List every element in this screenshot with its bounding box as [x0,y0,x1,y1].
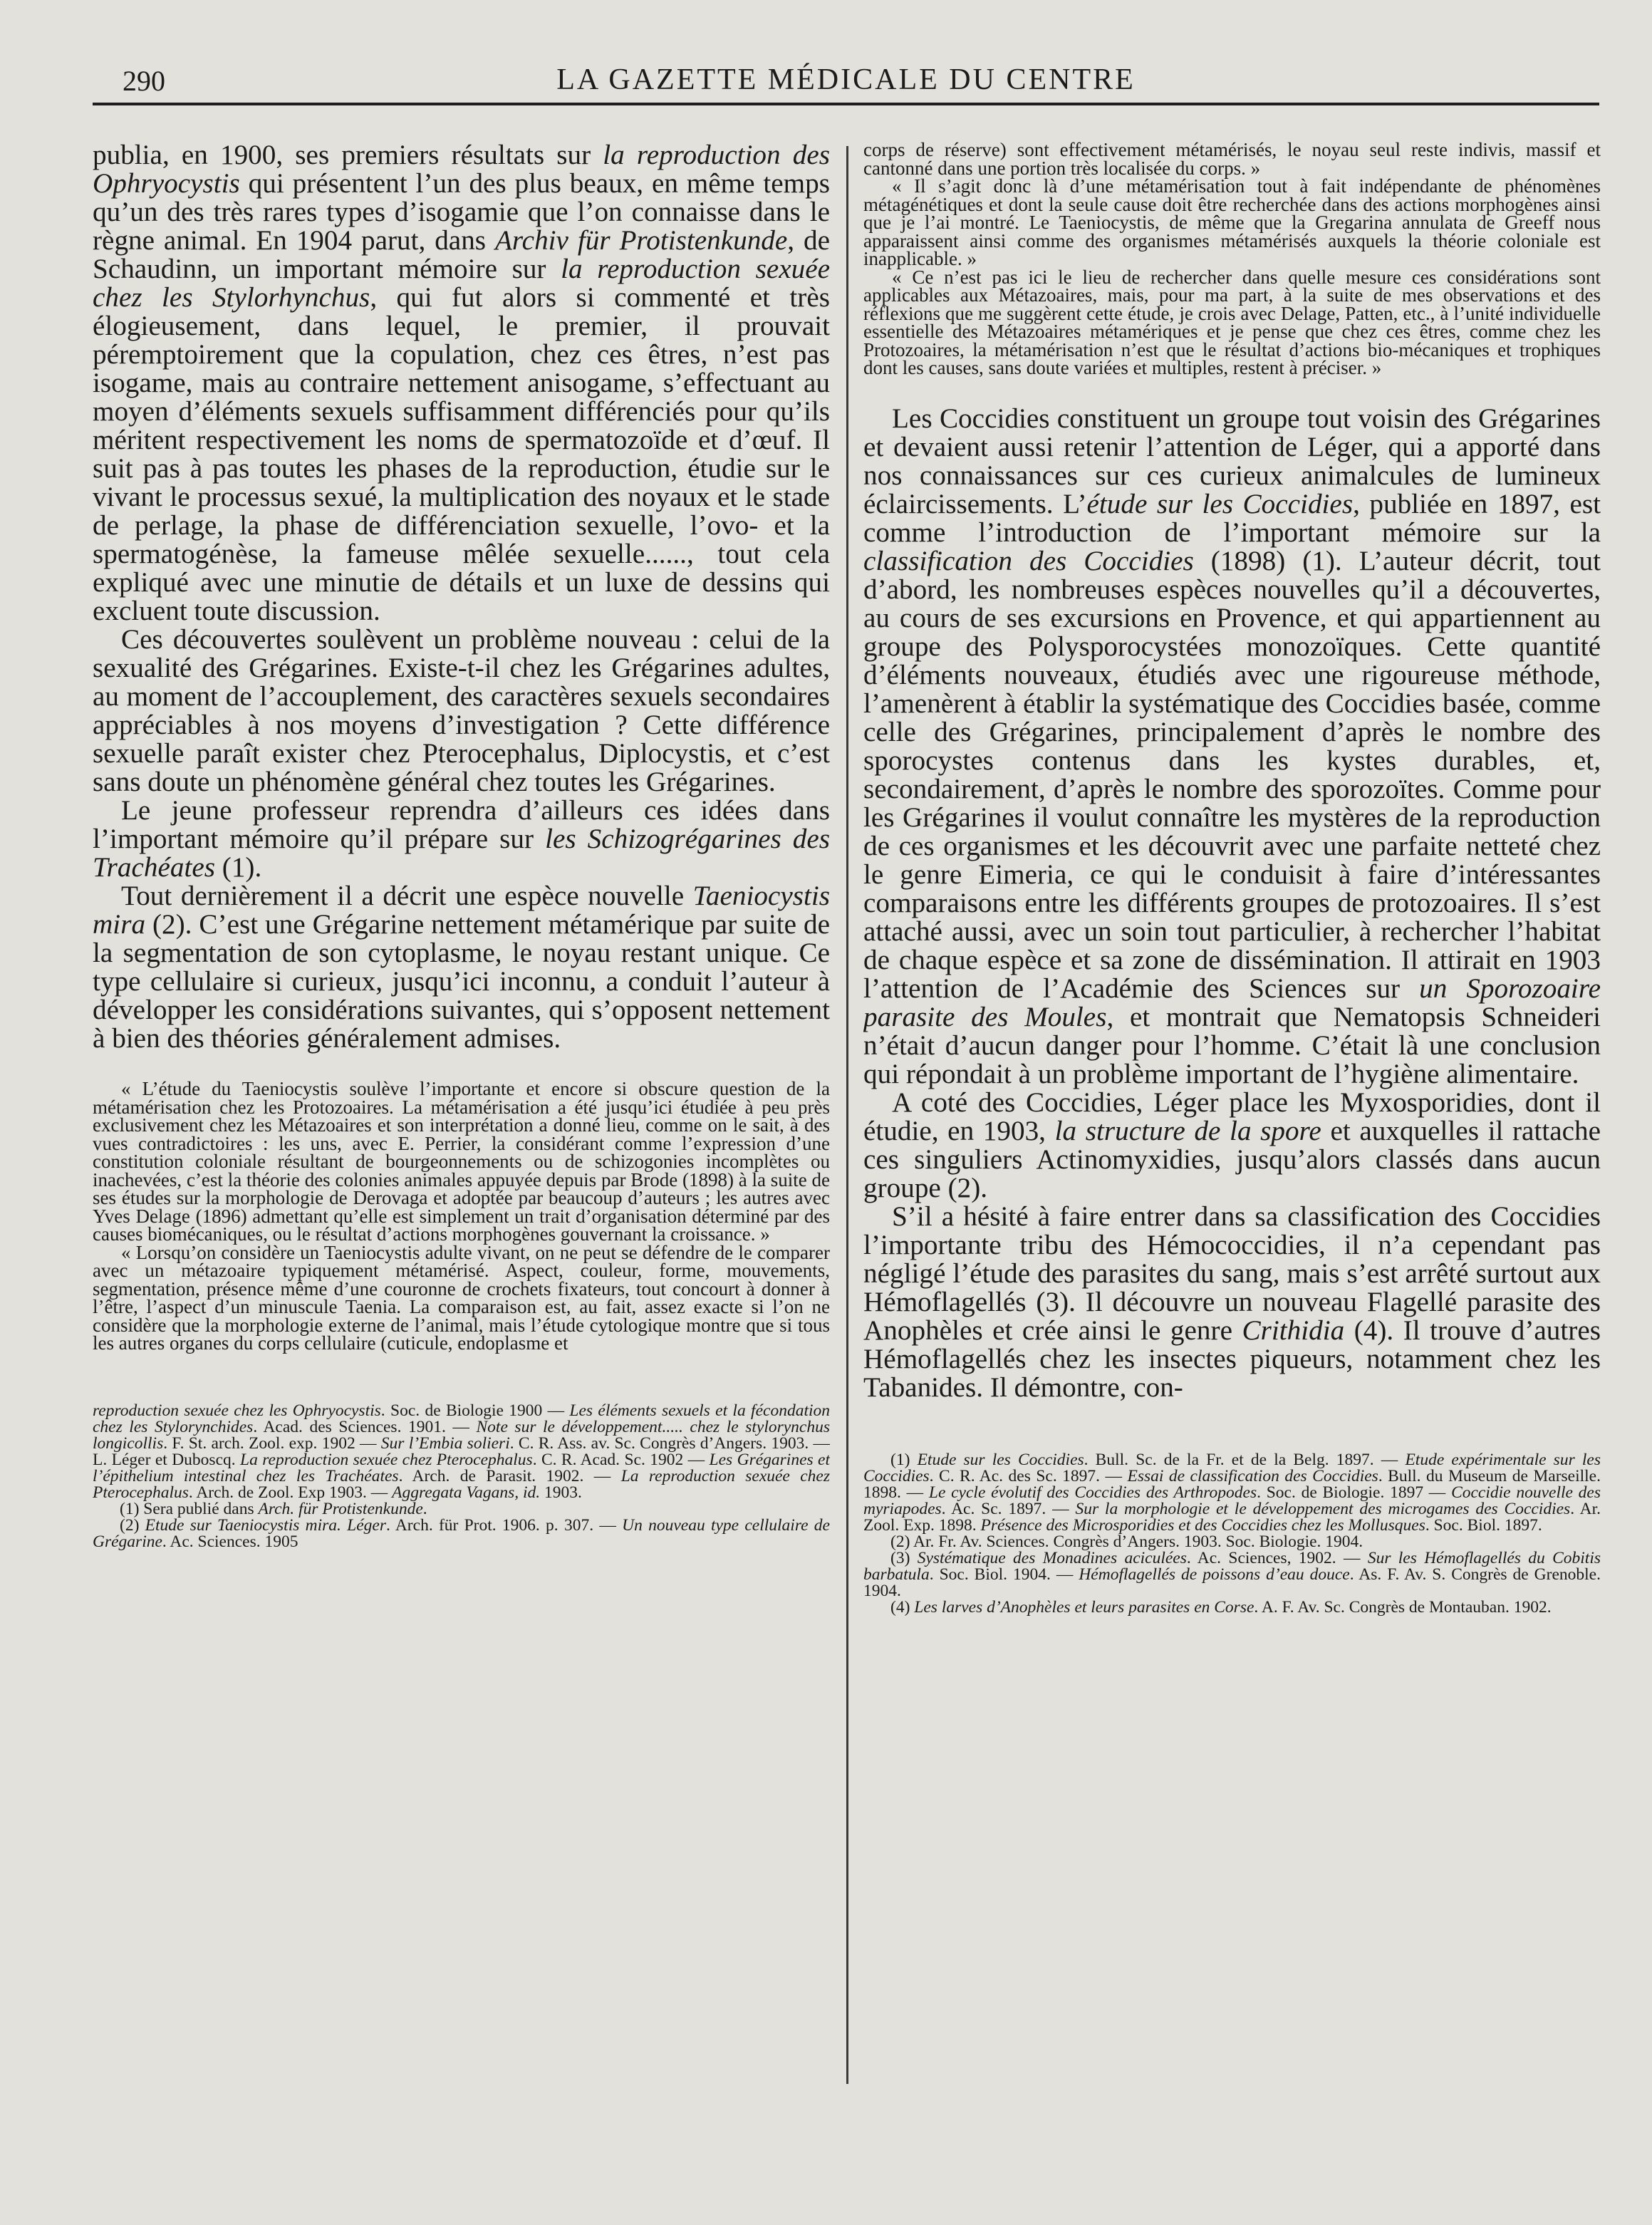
left-body-text [93,141,830,1053]
body-paragraph [93,141,830,626]
text-run: (4). Il trouve d’autres Hémoflagellés chez les insectes piqueurs, notamment chez les Tabanides. Il démontre, con- [863,1314,1601,1403]
italic-text-run: Présence des Microsporidies et des Coccidies chez les Mollusques [980,1515,1425,1535]
italic-text-run: Systématique des Monadines aciculées [917,1548,1187,1567]
text-run: Ces découvertes soulèvent un problème nouveau : celui de la sexualité des Grégarines. Existe-t-il chez les Grégarines adultes, au moment de l’accouplement, des caractères sexuels secondaires appréciables à nos moyens d’investigation ? Cette différence sexuelle paraît exister chez Pterocephalus, Diplocystis, et c’est sans doute un phénomène général chez toutes les Grégarines. [93,624,830,797]
text-run: Tout dernièrement il a décrit une espèce nouvelle [121,881,693,911]
italic-text-run: Etude sur Taeniocystis mira. Léger [145,1515,386,1535]
italic-text-run: Sur la morphologie et le développement des microgames des Coccidies [1075,1499,1571,1518]
body-paragraph [863,1086,1601,1203]
text-run: . Arch. de Zool. Exp 1903. — [188,1483,393,1502]
text-run: , de Schaudinn, un important mémoire sur [93,225,830,284]
footnote [93,1501,830,1518]
text-run: . Ac. Sciences. 1905 [162,1532,298,1551]
text-run: . Bull. Sc. de la Fr. et de la Belg. 1897. — [1084,1450,1406,1469]
footnote [93,1515,830,1551]
text-run: publia, en 1900, ses premiers résultats sur [93,141,603,170]
column-divider [846,146,848,2084]
text-run: 1903. [540,1483,582,1502]
journal-title: LA GAZETTE MÉDICALE DU CENTRE [556,63,1136,96]
italic-text-run: reproduction sexuée chez les Ophryocystis [93,1401,381,1420]
footnote [863,1550,1601,1599]
text-run: , et montrait que Nematopsis Schneideri n’était d’aucun danger pour l’homme. C’était là une conclusion qui répondait à un problème important de l’hygiène alimentaire. [863,1001,1601,1089]
left-quotation-block [93,1080,830,1353]
text-run: (2) [120,1515,145,1535]
footnote [93,1403,830,1501]
text-run: (4) [890,1597,915,1617]
body-paragraph [93,882,830,1053]
italic-text-run: Etude sur les Coccidies [917,1450,1084,1469]
italic-text-run: étude sur les Coccidies [1086,488,1354,519]
italic-text-run: Crithidia [1242,1314,1345,1346]
text-run: (2). C’est une Grégarine nettement métamérique par suite de la segmentation de son cytoplasme, le noyau restant unique. Ce type cellulaire si curieux, jusqu’ici inconnu, a conduit l’auteur à développer les considérations suivantes, qui s’opposent nettement à bien des théories généralement admises. [93,909,830,1054]
italic-text-run: Sur les Hémoflagellés du Cobitis barbatula [863,1548,1601,1584]
text-run: et auxquelles il rattache ces singuliers Actinomyxidies, jusqu’alors classés dans aucun groupe (2). [863,1115,1601,1203]
italic-text-run: Archiv für Protistenkunde [494,225,788,256]
italic-text-run: Etude expérimentale sur les Coccidies [863,1450,1601,1485]
right-footnotes [863,1452,1601,1616]
text-run: . Bull. du Museum de Marseille. 1898. — [863,1466,1601,1502]
italic-text-run: la reproduction sexuée chez les Stylorhynchus [93,254,830,313]
text-run: . As. F. Av. S. Congrès de Grenoble. 1904. [863,1565,1601,1600]
text-run: . C. R. Acad. Sc. 1902 — [532,1450,710,1469]
italic-text-run: Hémoflagellés de poissons d’eau douce [1079,1565,1350,1584]
italic-text-run: Taeniocystis mira [93,881,830,940]
footnote [863,1534,1601,1550]
text-run: . Arch. de Parasit. 1902. — [398,1466,621,1485]
text-run: Les Coccidies constituent un groupe tout voisin des Grégarines et devaient aussi retenir l’attention de Léger, qui a apporté dans nos connaissances sur ces curieux animalcules de lumineux éclaircissements. L’ [863,403,1601,519]
text-run: (2) Ar. Fr. Av. Sciences. Congrès d’Angers. 1903. Soc. Biologie. 1904. [890,1532,1363,1551]
text-run: . Ac. Sc. 1897. — [941,1499,1076,1518]
text-run: (1) Sera publié dans [120,1499,259,1518]
italic-text-run: la structure de la spore [1054,1115,1321,1146]
italic-text-run: Les éléments sexuels et la fécondation chez les Stylorynchides [93,1401,830,1436]
italic-text-run: Les larves d’Anophèles et leurs parasites en Corse [914,1597,1254,1617]
text-run: (1) [890,1450,918,1469]
body-paragraph [863,405,1601,1089]
text-run: , publiée en 1897, est comme l’introduction de l’important mémoire sur la [863,488,1601,548]
italic-text-run: Le cycle évolutif des Coccidies des Arthropodes [928,1483,1257,1502]
italic-text-run: classification des Coccidies [863,545,1194,576]
text-run: . Ac. Sciences, 1902. — [1186,1548,1368,1567]
text-run: . C. R. Ass. av. Sc. Congrès d’Angers. 1903. — L. Léger et Duboscq. [93,1433,830,1469]
footnote [863,1452,1601,1534]
italic-text-run: Les Grégarines et l’épithelium intestinal chez les Trachéates [93,1450,830,1485]
italic-text-run: La reproduction sexuée chez Pterocephalus [93,1466,830,1502]
text-run: . Soc. Biol. 1897. [1425,1515,1542,1535]
italic-text-run: Sur l’Embia solieri [380,1433,510,1453]
text-run: . Soc. de Biologie. 1897 — [1257,1483,1452,1502]
text-run: , qui fut alors si commenté et très élogieusement, dans lequel, le premier, il prouvait péremptoirement que la copulation, chez ces êtres, n’est pas isogame, mais au contraire nettement anisogame, s’effectuant au moyen d’éléments sexuels suffisamment différenciés pour qu’ils méritent respectivement les noms de spermatozoïde et d’œuf. Il suit pas à pas toutes les phases de la reproduction, étudie sur le vivant le processus sexué, la multiplication des noyaux et le stade de perlage, la phase de différenciation sexuelle, l’ovo- et la spermatogénèse, la fameuse mêlée sexuelle......, tout cela expliqué avec une minutie de détails et un luxe de dessins qui excluent toute discussion. [93,282,830,626]
text-run: . [422,1499,427,1518]
italic-text-run: un Sporozoaire parasite des Moules [863,973,1601,1032]
right-column [863,141,1601,2093]
text-run: (1898) (1). L’auteur décrit, tout d’abord, les nombreuses espèces nouvelles qu’il a découvertes, au cours de ses excursions en Provence, et qui appartiennent au groupe des Polysporocystées monozoïques. Cette quantité d’éléments nouveaux, étudiés avec une rigoureuse méthode, l’amenèrent à établir la systématique des Coccidies basée, comme celle des Grégarines, principalement d’après le nombre des sporocystes contenus dans les kystes durables, et, secondairement, d’après le nombre des sporozoïtes. Comme pour les Grégarines il voulut connaître les mystères de la reproduction de ces organismes et les découvrit avec une parfaite netteté chez le genre Eimeria, ce qui le conduisit à faire d’intéressantes comparaisons entre les différents groupes de protozoaires. Il s’est attaché aussi, avec un soin tout particulier, à rechercher l’habitat de chaque espèce et sa zone de dissémination. Il attirait en 1903 l’attention de l’Académie des Sciences sur [863,545,1601,1004]
left-column [93,141,830,2093]
text-run: . Acad. des Sciences. 1901. — [253,1417,477,1436]
italic-text-run: Note sur le développement..... chez le stylorynchus longicollis [93,1417,830,1453]
body-paragraph [863,1200,1601,1403]
text-run: . Ar. Zool. Exp. 1898. [863,1499,1601,1535]
text-run: . C. R. Ac. des Sc. 1897. — [929,1466,1128,1485]
italic-text-run: Un nouveau type cellulaire de Grégarine [93,1515,830,1551]
quotation-paragraph: corps de réserve) sont effectivement métamérisés, le noyau seul reste indivis, massif et cantonné dans une portion très localisée du corps. » [863,141,1601,179]
quotation-paragraph: « Ce n’est pas ici le lieu de rechercher dans quelle mesure ces considérations sont applicables aux Métazoaires, mais, pour ma part, à la suite de mes observations et des réflexions que me suggèrent cette étude, je crois avec Delage, Patten, etc., à l’unité individuelle essentielle des Métazoaires métamériques et je pense que chez ces êtres, comme chez les Protozoaires, la métamérisation n’est que le résultat d’actions bio-mécaniques et trophiques dont les causes, sans doute variées et multiples, restent à préciser. » [863,266,1601,378]
right-quotation-block [863,141,1601,378]
text-run: . F. St. arch. Zool. exp. 1902 — [163,1433,381,1453]
footnote [863,1599,1601,1616]
quotation-paragraph: « L’étude du Taeniocystis soulève l’importante et encore si obscure question de la métamérisation chez les Protozoaires. La métamérisation a été jusqu’ici étudiée à peu près exclusivement chez les Métazoaires et son interprétation a donné lieu, comme on le sait, à des vues contradictoires : les uns, avec E. Perrier, la considérant comme l’expression d’une constitution coloniale résultant de bourgeonnements ou de schizogonies incomplètes ou inachevées, c’est la théorie des colonies animales appuyée depuis par Brode (1898) à la suite de ses études sur la morphologie de Derovaga et adoptée par beaucoup d’auteurs ; les autres avec Yves Delage (1896) admettant qu’elle est simplement un trait d’organisation déterminé par des causes biomécaniques, ou le résultat d’actions morphogènes gouvernant la croissance. » [93,1078,830,1245]
quotation-paragraph: « Lorsqu’on considère un Taeniocystis adulte vivant, on ne peut se défendre de le comparer avec un métazoaire typiquement métamérisé. Aspect, couleur, forme, mouvements, segmentation, présence même d’une couronne de crochets fixateurs, tout concourt à donner à l’être, l’aspect d’un minuscule Taenia. La comparaison est, au fait, assez exacte si l’on ne considère que la morphologie externe de l’animal, mais l’étude cytologique montre que si tous les autres organes du corps cellulaire (cuticule, endoplasme et [93,1241,830,1354]
text-run: S’il a hésité à faire entrer dans sa classification des Coccidies l’importante tribu des Hémococcidies, il n’a cependant pas négligé l’étude des parasites du sang, mais s’est arrêté surtout aux Hémoflagellés (3). Il découvre un nouveau Flagellé parasite des Anophèles et crée ainsi le genre [863,1200,1601,1346]
text-run: (1). [214,852,262,883]
text-run: A coté des Coccidies, Léger place les Myxosporidies, dont il étudie, en 1903, [863,1086,1601,1146]
text-run: (3) [890,1548,918,1567]
italic-text-run: La reproduction sexuée chez Pterocephalus [240,1450,533,1469]
text-run: qui présentent l’un des plus beaux, en même temps qu’un des très rares types d’isogamie que l’on connaisse dans le règne animal. En 1904 parut, dans [93,168,830,256]
italic-text-run: Aggregata Vagans, id. [392,1483,541,1502]
text-run: . Arch. für Prot. 1906. p. 307. — [386,1515,623,1535]
left-footnotes [93,1403,830,1550]
body-paragraph [93,797,830,882]
text-run: . Soc. Biol. 1904. — [929,1565,1079,1584]
italic-text-run: la reproduction des Ophryocystis [93,141,830,199]
page-number: 290 [123,65,165,97]
italic-text-run: Essai de classification des Coccidies [1127,1466,1378,1485]
right-body-text [863,405,1601,1402]
italic-text-run: Arch. für Protistenkunde [258,1499,423,1518]
body-paragraph [93,626,830,797]
italic-text-run: Coccidie nouvelle des myriapodes [863,1483,1601,1518]
page-header [93,60,1599,105]
text-run: Le jeune professeur reprendra d’ailleurs ces idées dans l’important mémoire qu’il prépare sur [93,795,830,854]
quotation-paragraph: « Il s’agit donc là d’une métamérisation tout à fait indépendante de phénomènes métagénétiques et dont la seule cause doit être recherchée dans des actions morphogènes ainsi que je l’ai montré. Le Taeniocystis, de même que la Gregarina annulata de Greeff nous apparaissent ainsi comme des organismes métamérisés auxquels la théorie coloniale est inapplicable. » [863,175,1601,269]
text-run: . A. F. Av. Sc. Congrès de Montauban. 1902. [1254,1597,1552,1617]
italic-text-run: les Schizogrégarines des Trachéates [93,824,830,883]
text-run: . Soc. de Biologie 1900 — [380,1401,570,1420]
